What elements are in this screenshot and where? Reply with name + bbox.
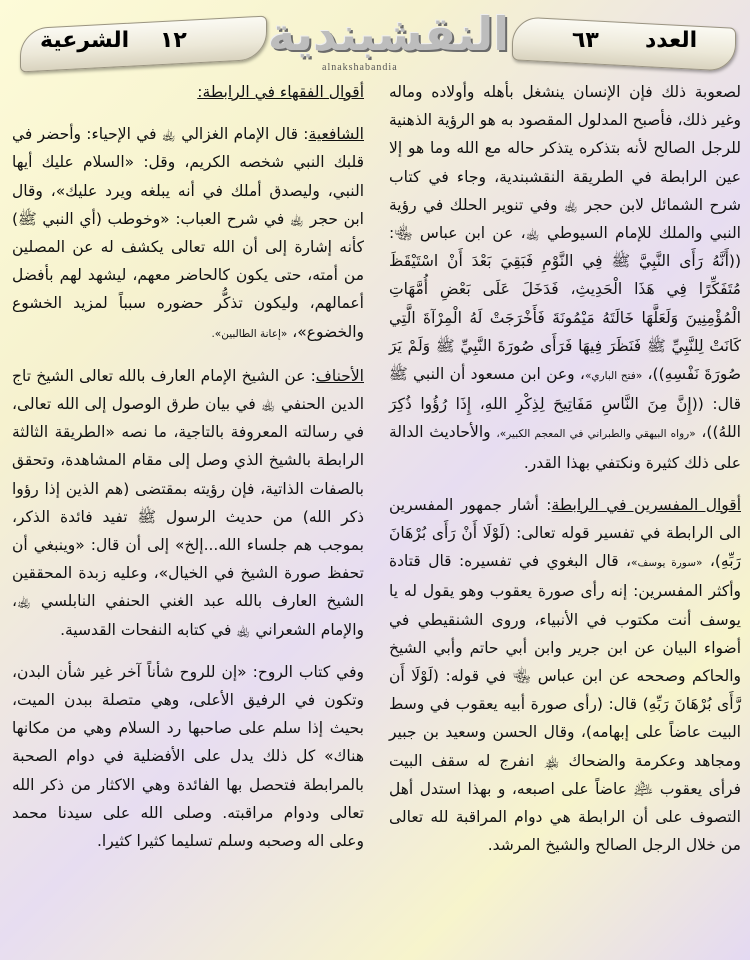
section-title: الشرعية bbox=[40, 28, 130, 53]
issue-label: العدد bbox=[645, 28, 698, 53]
paragraph bbox=[389, 78, 741, 477]
issue-number: ٦٣ bbox=[572, 28, 599, 53]
text: لصعوبة ذلك فإن الإنسان ينشغل بأهله وأولاده وماله وغير ذلك، فأصبح المدلول المقصود به هو الرؤية الذهنية للرجل الصالح لأنه بتذكره يتذكر حاله مع الله وما هو إلا عين الرابطة في الطريقة النقشبندية، وجاء في كتاب شرح الشمائل لابن حجر ﵀ وفي تنوير الحلك في رؤية النبي والملك للإمام السيوطي ﵀، عن ابن عباس ﵄: ((أَنَّهُ رَأَى النَّبِيَّ ﷺ فِي النَّوْمِ فَبَقِيَ بَعْدَ أَنْ اسْتَيْقَظَ مُتَفَكِّرًا فِي هَذَا الْحَدِيثِ، فَدَخَلَ عَلَى بَعْضِ أُمَّهَاتِ الْمُؤْمِنِينَ وَلَعَلَّهَا خَالَتَهُ مَيْمُونَةَ فَأَخْرَجَتْ لَهُ الْمِرْآةَ الَّتِي كَانَتْ لِلنَّبِيِّ ﷺ فَنَظَرَ فِيهَا فَرَأَى صُورَةَ النَّبِيِّ ﷺ وَلَمْ يَرَ صُورَةَ نَفْسِهِ))، bbox=[389, 83, 742, 384]
text: ، وعن ابن مسعود أن النبي ﷺ قال: ((إِنَّ مِنَ النَّاسِ مَفَاتِيحَ لِذِكْرِ اللهِ، إِذَا رُؤُوا ذُكِرَ اللهُ))، bbox=[389, 365, 741, 442]
paragraph: وفي كتاب الروح: «إن للروح شأناً آخر غير شأن البدن، وتكون في الرفيق الأعلى، وهي متصلة ببدن الميت، بحيث إذا سلم على صاحبها رد السلام وهي من مكانها هناك» كل ذلك يدل على الأفضلية في دوام الصحبة بالمرابطة فتحصل بها الفائدة وهي الاكثار من ذكر الله تعالى ودوام مراقبته. وصلى الله على سيدنا محمد وعلى اله وصحبه وسلم تسليما كثيرا كثيرا. bbox=[12, 662, 364, 851]
logo-subtitle: alnakshabandia bbox=[322, 62, 398, 73]
text: : عن الشيخ الإمام العارف بالله تعالى الشيخ تاج الدين الحنفي ﵀ في بيان طرق الوصول إلى الله تعالى، في رسالته المعروفة بالتاجية، ما نصه «الطريقة الثالثة الرابطة بالشيخ الذي وصل إلى مقام المشاهدة، وتحقق بالصفات الذاتية، فإن رؤيته بمقتضى (هم الذين إذا رؤوا ذكر الله) من حديث الرسول ﷺ تفيد فائدة الذكر، بموجب هم جلساء الله...إلخ» إلى أن قال: «وينبغي أن تحفظ صورة الشيخ في الخيال»، وعليه زبدة المحققين الشيخ العارف بالله عبد الغني الحنفي النابلسي ﵀، والإمام الشعراني ﵀ في كتابه النفحات القدسية. bbox=[12, 366, 364, 639]
paragraph bbox=[389, 491, 741, 860]
citation: «رواه البيهقي والطبراني في المعجم الكبير»، bbox=[496, 428, 696, 441]
text: والأحاديث الدالة على ذلك كثيرة ونكتفي بهذا القدر. bbox=[389, 423, 741, 472]
right-column bbox=[389, 78, 741, 873]
section-heading: الشافعية bbox=[308, 125, 364, 144]
paragraph bbox=[12, 120, 364, 348]
citation: «فتح الباري» bbox=[584, 370, 643, 383]
text: ، قال البغوي في تفسيره: قال قتادة وأكثر المفسرين: إنه رأى صورة يعقوب وهو يقول له يا يوسف أنت مكتوب في الأنبياء، وروى الشنقيطي في أضواء البيان عن ابن جرير وابن أبي حاتم وأبي الشيخ والحاكم وصححه عن ابن عباس ﵄ في قوله: (لَوْلَا أَن رَّأَى بُرْهَانَ رَبِّهِ) قال: (رأى صورة أبيه يعقوب في وسط البيت عاضاً على إبهامه)، وقال الحسن وسعيد بن جبير ومجاهد وعكرمة والضحاك ﵏ انفرج له سقف البيت فرأى يعقوب ﵇ عاضاً على اصبعه، و بهذا استدل أهل التصوف على أن الرابطة هي دوام المراقبة لله تعالى من خلال الرجل الصالح والشيخ المرشد. bbox=[389, 552, 741, 855]
left-column bbox=[12, 78, 364, 869]
text: : أشار جمهور المفسرين الى الرابطة في تفسير قوله تعالى: (لَوْلَا أَنْ رَأَى بُرْهَانَ رَبِّهِ)، bbox=[389, 495, 741, 571]
column-title: أقوال الفقهاء في الرابطة: bbox=[197, 83, 364, 101]
page-number: ١٢ bbox=[160, 28, 187, 53]
citation: «سورة يوسف» bbox=[631, 557, 703, 570]
issue-banner bbox=[512, 16, 736, 72]
page-header bbox=[0, 0, 750, 80]
citation: «إعانة الطالبين». bbox=[211, 327, 288, 340]
section-heading: أقوال المفسرين في الرابطة bbox=[551, 495, 741, 514]
magazine-logo: النقشبندية bbox=[268, 7, 510, 61]
paragraph bbox=[12, 362, 364, 644]
text: : قال الإمام الغزالي ﵀ في الإحياء: وأحضر في قلبك النبي شخصه الكريم، وقل: «السلام عليك أيها النبي، وليصدق أملك في أنه يبلغه ويرد عليك»، وقال ابن حجر ﵀ في شرح العباب: «وخوطب (أي النبي ﷺ) كأنه إشارة إلى أن الله تعالى يكشف له عن المصلين من أمته، حتى يكون كالحاضر معهم، ليشهد لهم بأفضل أعمالهم، وليكون تذكُّر حضوره سبباً لمزيد الخشوع والخضوع»، bbox=[12, 125, 364, 341]
section-heading: الأحناف bbox=[315, 366, 364, 385]
